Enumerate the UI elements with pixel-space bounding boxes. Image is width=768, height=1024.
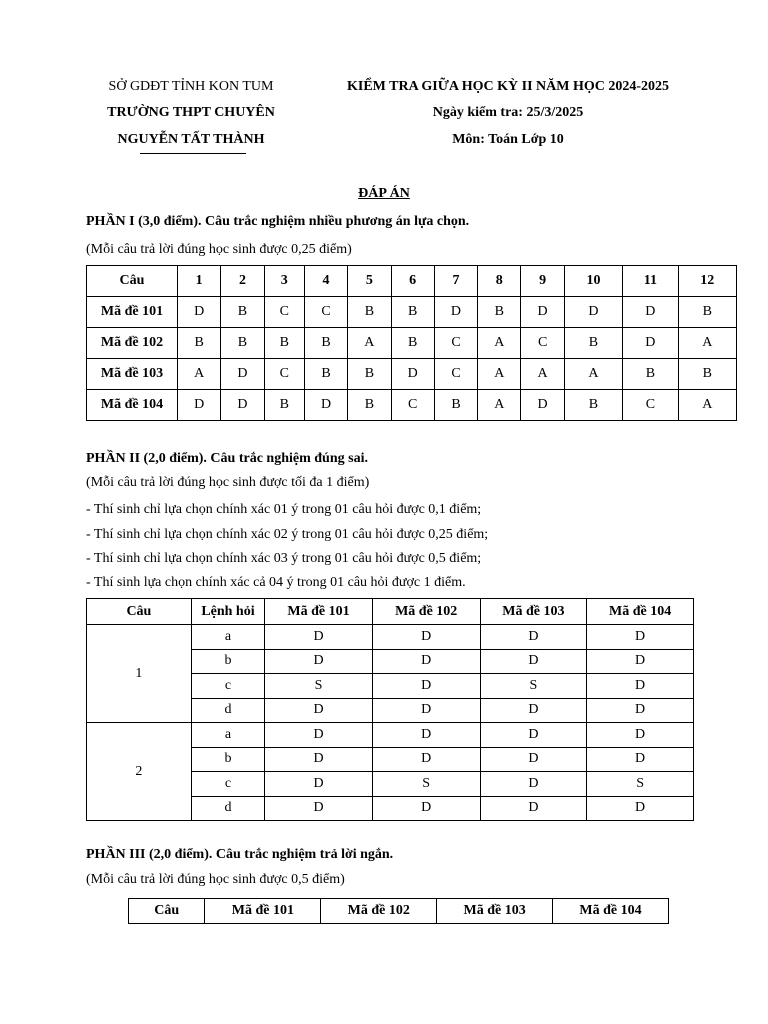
part1-answer-cell: A <box>178 359 221 390</box>
part1-answer-cell: D <box>521 390 564 421</box>
part2-answer-cell: D <box>480 772 587 797</box>
part1-answer-cell: D <box>221 390 264 421</box>
exam-title: KIỂM TRA GIỮA HỌC KỲ II NĂM HỌC 2024-2025 <box>346 79 669 94</box>
part1-row-label: Mã đề 102 <box>87 328 178 359</box>
part2-sub-item: b <box>191 747 264 772</box>
part1-answer-cell: C <box>264 359 304 390</box>
part2-table-row <box>87 723 694 748</box>
part2-rule-3: - Thí sinh chỉ lựa chọn chính xác 03 ý trong 01 câu hỏi được 0,5 điểm; <box>86 551 482 566</box>
part2-rule-4: - Thí sinh lựa chọn chính xác cả 04 ý trong 01 câu hỏi được 1 điểm. <box>86 575 466 590</box>
part2-answer-cell: D <box>372 649 480 674</box>
part1-answer-cell: D <box>391 359 434 390</box>
part2-header-row <box>87 599 694 625</box>
part1-answer-cell: D <box>221 359 264 390</box>
part2-answer-cell: D <box>265 698 373 723</box>
part2-answer-cell: D <box>480 747 587 772</box>
part2-answer-cell: D <box>480 796 587 821</box>
part2-answer-cell: D <box>480 649 587 674</box>
part1-header-col-6: 6 <box>391 266 434 297</box>
part3-header-0: Câu <box>129 899 205 924</box>
part1-answer-table <box>86 265 737 421</box>
part2-header-1: Lệnh hỏi <box>191 599 264 625</box>
part2-answer-cell: D <box>372 698 480 723</box>
part3-header-3: Mã đề 103 <box>437 899 553 924</box>
part2-note: (Mỗi câu trả lời đúng học sinh được tối đa 1 điểm) <box>86 475 370 490</box>
part1-answer-cell: B <box>221 297 264 328</box>
part1-answer-cell: A <box>564 359 622 390</box>
part3-header-1: Mã đề 101 <box>205 899 321 924</box>
part1-answer-cell: B <box>221 328 264 359</box>
part1-table-row <box>87 390 737 421</box>
part2-answer-cell: S <box>587 772 694 797</box>
part3-heading: PHẦN III (2,0 điểm). Câu trắc nghiệm trả lời ngắn. <box>86 847 394 862</box>
part1-header-col-11: 11 <box>623 266 678 297</box>
part2-answer-cell: D <box>587 625 694 650</box>
part2-heading: PHẦN II (2,0 điểm). Câu trắc nghiệm đúng sai. <box>86 451 368 466</box>
part3-note: (Mỗi câu trả lời đúng học sinh được 0,5 điểm) <box>86 872 345 887</box>
part1-answer-cell: D <box>178 390 221 421</box>
part1-answer-cell: B <box>348 359 391 390</box>
part1-header-col-9: 9 <box>521 266 564 297</box>
part1-answer-cell: B <box>678 359 736 390</box>
part1-answer-cell: C <box>434 359 477 390</box>
part1-answer-cell: C <box>521 328 564 359</box>
part1-table-row <box>87 328 737 359</box>
part2-answer-cell: D <box>480 625 587 650</box>
part2-sub-item: c <box>191 772 264 797</box>
part1-answer-cell: C <box>623 390 678 421</box>
part2-answer-cell: D <box>587 723 694 748</box>
part2-sub-item: d <box>191 796 264 821</box>
part1-row-label: Mã đề 101 <box>87 297 178 328</box>
part2-answer-cell: S <box>372 772 480 797</box>
part1-answer-cell: C <box>434 328 477 359</box>
part1-answer-cell: A <box>678 390 736 421</box>
part1-answer-cell: B <box>304 359 347 390</box>
part2-answer-table <box>86 598 694 821</box>
part2-sub-item: c <box>191 674 264 699</box>
part1-answer-cell: D <box>623 297 678 328</box>
part2-sub-item: a <box>191 723 264 748</box>
part3-header-row <box>129 899 669 924</box>
part1-header-col-1: 1 <box>178 266 221 297</box>
part1-header-col-3: 3 <box>264 266 304 297</box>
part1-header-col-7: 7 <box>434 266 477 297</box>
part2-answer-cell: D <box>265 796 373 821</box>
part1-row-label: Mã đề 104 <box>87 390 178 421</box>
part2-answer-cell: D <box>587 674 694 699</box>
part1-answer-cell: B <box>304 328 347 359</box>
part2-question-number: 1 <box>87 625 192 723</box>
part1-answer-cell: C <box>391 390 434 421</box>
part2-answer-cell: D <box>265 772 373 797</box>
part2-header-3: Mã đề 102 <box>372 599 480 625</box>
part2-answer-cell: D <box>480 698 587 723</box>
part1-answer-cell: B <box>264 328 304 359</box>
part1-answer-cell: D <box>304 390 347 421</box>
part1-answer-cell: B <box>264 390 304 421</box>
part1-row-label: Mã đề 103 <box>87 359 178 390</box>
part2-answer-cell: D <box>372 674 480 699</box>
part1-answer-cell: D <box>178 297 221 328</box>
school-underline <box>140 153 246 154</box>
part1-answer-cell: B <box>391 328 434 359</box>
part1-answer-cell: A <box>348 328 391 359</box>
part3-answer-table <box>128 898 669 924</box>
part2-answer-cell: S <box>265 674 373 699</box>
part1-answer-cell: A <box>521 359 564 390</box>
part2-table-row <box>87 625 694 650</box>
part2-answer-cell: D <box>587 649 694 674</box>
part3-header-4: Mã đề 104 <box>553 899 669 924</box>
part1-answer-cell: A <box>478 390 521 421</box>
part1-answer-cell: D <box>623 328 678 359</box>
part1-answer-cell: B <box>564 328 622 359</box>
part1-answer-cell: D <box>521 297 564 328</box>
part2-question-number: 2 <box>87 723 192 821</box>
part1-answer-cell: C <box>264 297 304 328</box>
part1-answer-cell: B <box>678 297 736 328</box>
part2-sub-item: d <box>191 698 264 723</box>
part2-answer-cell: D <box>265 625 373 650</box>
part2-sub-item: b <box>191 649 264 674</box>
exam-subject: Môn: Toán Lớp 10 <box>452 132 564 147</box>
school-name-line1: TRƯỜNG THPT CHUYÊN <box>107 105 275 120</box>
part2-answer-cell: D <box>480 723 587 748</box>
part1-answer-cell: B <box>434 390 477 421</box>
part2-answer-cell: D <box>265 723 373 748</box>
part1-header-col-2: 2 <box>221 266 264 297</box>
part2-answer-cell: D <box>372 625 480 650</box>
part1-table-row <box>87 297 737 328</box>
department-name: SỞ GDĐT TỈNH KON TUM <box>108 79 274 94</box>
part2-header-0: Câu <box>87 599 192 625</box>
part2-answer-cell: D <box>587 747 694 772</box>
part1-answer-cell: B <box>391 297 434 328</box>
part2-answer-cell: D <box>587 698 694 723</box>
part1-header-col-8: 8 <box>478 266 521 297</box>
exam-date: Ngày kiểm tra: 25/3/2025 <box>432 105 584 120</box>
part1-answer-cell: A <box>478 359 521 390</box>
part2-answer-cell: D <box>587 796 694 821</box>
part1-header-col-10: 10 <box>564 266 622 297</box>
part1-answer-cell: B <box>478 297 521 328</box>
part1-answer-cell: B <box>178 328 221 359</box>
part1-header-row <box>87 266 737 297</box>
part2-answer-cell: S <box>480 674 587 699</box>
answer-key-title: ĐÁP ÁN <box>358 186 410 201</box>
part2-sub-item: a <box>191 625 264 650</box>
part1-header-cau: Câu <box>87 266 178 297</box>
part1-answer-cell: D <box>434 297 477 328</box>
part1-answer-cell: A <box>478 328 521 359</box>
school-name-line2: NGUYỄN TẤT THÀNH <box>117 132 265 147</box>
part2-answer-cell: D <box>372 723 480 748</box>
part2-header-2: Mã đề 101 <box>265 599 373 625</box>
part1-header-col-12: 12 <box>678 266 736 297</box>
part1-answer-cell: B <box>564 390 622 421</box>
part1-answer-cell: A <box>678 328 736 359</box>
part2-answer-cell: D <box>372 747 480 772</box>
part1-header-col-4: 4 <box>304 266 347 297</box>
part2-answer-cell: D <box>372 796 480 821</box>
part1-note: (Mỗi câu trả lời đúng học sinh được 0,25 điểm) <box>86 242 352 257</box>
part1-answer-cell: C <box>304 297 347 328</box>
part1-answer-cell: B <box>348 390 391 421</box>
part1-header-col-5: 5 <box>348 266 391 297</box>
part2-rule-2: - Thí sinh chỉ lựa chọn chính xác 02 ý trong 01 câu hỏi được 0,25 điểm; <box>86 527 489 542</box>
part1-heading: PHẦN I (3,0 điểm). Câu trắc nghiệm nhiều phương án lựa chọn. <box>86 214 470 229</box>
part1-answer-cell: D <box>564 297 622 328</box>
part2-answer-cell: D <box>265 747 373 772</box>
part2-answer-cell: D <box>265 649 373 674</box>
part3-header-2: Mã đề 102 <box>321 899 437 924</box>
part1-table-row <box>87 359 737 390</box>
part1-answer-cell: B <box>348 297 391 328</box>
part2-header-5: Mã đề 104 <box>587 599 694 625</box>
part1-answer-cell: B <box>623 359 678 390</box>
part2-rule-1: - Thí sinh chỉ lựa chọn chính xác 01 ý trong 01 câu hỏi được 0,1 điểm; <box>86 502 482 517</box>
part2-header-4: Mã đề 103 <box>480 599 587 625</box>
